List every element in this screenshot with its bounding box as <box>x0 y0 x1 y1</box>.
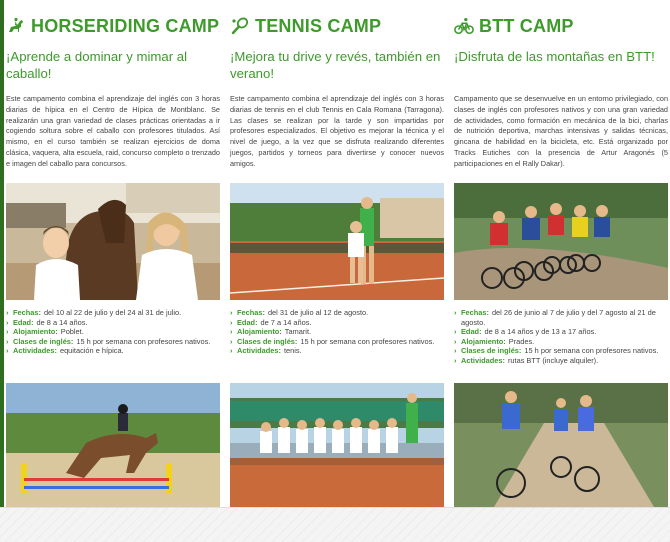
camp-details <box>6 308 220 356</box>
detail-age: › Edad: de 8 a 14 años y de 13 a 17 años. <box>454 327 597 337</box>
detail-lodging: › Alojamiento: Tamarit. <box>230 327 312 337</box>
btt-camp-section <box>454 0 668 180</box>
camp-description: Campamento que se desenvuelve en un entorno privilegiado, con clases de inglés con profesores nativos y con una gran variedad de actividades, como formación en mecánica de la bici, charlas de nutrición deportiva, marchas intensivas y salidas técnicas, gincana de habilidad en la bicicleta, etc. Está organizado por Tracks Eutiches con la presencia de Artur Aragonés (5 participaciones en el Rally Dakar). <box>454 94 668 168</box>
camp-header <box>230 12 444 40</box>
camp-subtitle: ¡Disfruta de las montañas en BTT! <box>454 49 655 64</box>
detail-age: › Edad: de 8 a 14 años. <box>6 317 88 327</box>
detail-english-classes: › Clases de inglés: 15 h por semana con profesores nativos. <box>454 346 659 356</box>
horse-rider-icon <box>6 16 26 36</box>
detail-activities: › Actividades: tenis. <box>230 346 302 356</box>
girls-with-horse-photo <box>6 183 220 300</box>
detail-activities: › Actividades: rutas BTT (incluye alquiler). <box>454 355 599 365</box>
detail-activities: › Actividades: equitación e hípica. <box>6 346 124 356</box>
bicycle-icon <box>454 16 474 36</box>
camp-title: TENNIS CAMP <box>255 15 382 36</box>
camp-subtitle: ¡Aprende a dominar y mimar al caballo! <box>6 49 188 81</box>
camp-description: Este campamento combina el aprendizaje del inglés con 3 horas diarias de tennis en el club Tennis en Cala Romana (Tarragona). Las clases se realizan por la tarde y son impartidas por profesores especializados. El objetivo es mejorar la técnica y el nivel de juego, a la vez que se disfruta realizando diferentes juegos, partidos y torneos para divertirse y conocer nuevos amigos. <box>230 94 444 168</box>
camp-header <box>454 12 668 40</box>
detail-english-classes: › Clases de inglés: 15 h por semana con profesores nativos. <box>230 336 435 346</box>
detail-dates: › Fechas: del 10 al 22 de julio y del 24 al 31 de julio. <box>6 308 182 317</box>
horse-jumping-photo <box>6 383 220 507</box>
trail-cyclists-photo <box>454 383 668 507</box>
detail-lodging: › Alojamiento: Prades. <box>454 336 535 346</box>
camp-title: BTT CAMP <box>479 15 574 36</box>
camp-header <box>6 12 220 40</box>
tennis-racket-icon <box>230 16 250 36</box>
detail-lodging: › Alojamiento: Poblet. <box>6 327 84 337</box>
camp-title: HORSERIDING CAMP <box>31 15 220 36</box>
tennis-group-photo <box>230 383 444 507</box>
detail-dates: › Fechas: del 26 de junio al 7 de julio y del 7 agosto al 21 de agosto. <box>454 308 656 327</box>
page-edge-stripe <box>0 0 4 507</box>
cyclists-group-photo <box>454 183 668 300</box>
horseriding-camp-section <box>6 0 220 180</box>
camp-description: Este campamento combina el aprendizaje del inglés con 3 horas diarias de hípica en el Centro de Hípica de Montblanc. Se realizarán una gran variedad de clases prácticas orientadas a ir cogiendo soltura sobre el caballo con profesores titulados. Así mismo, en el curso también se realizan ejercicios de doma clásica, vaquera, alta escuela, raid, concurso completo o trenzado e imagen del caballo para concursos. <box>6 94 220 168</box>
tennis-camp-section <box>230 0 444 180</box>
detail-dates: › Fechas: del 31 de julio al 12 de agosto. <box>230 308 369 317</box>
camp-details <box>454 308 668 366</box>
detail-age: › Edad: de 7 a 14 años. <box>230 317 312 327</box>
tennis-court-kids-photo <box>230 183 444 300</box>
camp-subtitle: ¡Mejora tu drive y revés, también en verano! <box>230 49 441 81</box>
page-bottom-margin <box>0 507 670 542</box>
detail-english-classes: › Clases de inglés: 15 h por semana con profesores nativos. <box>6 336 211 346</box>
camp-details <box>230 308 444 356</box>
